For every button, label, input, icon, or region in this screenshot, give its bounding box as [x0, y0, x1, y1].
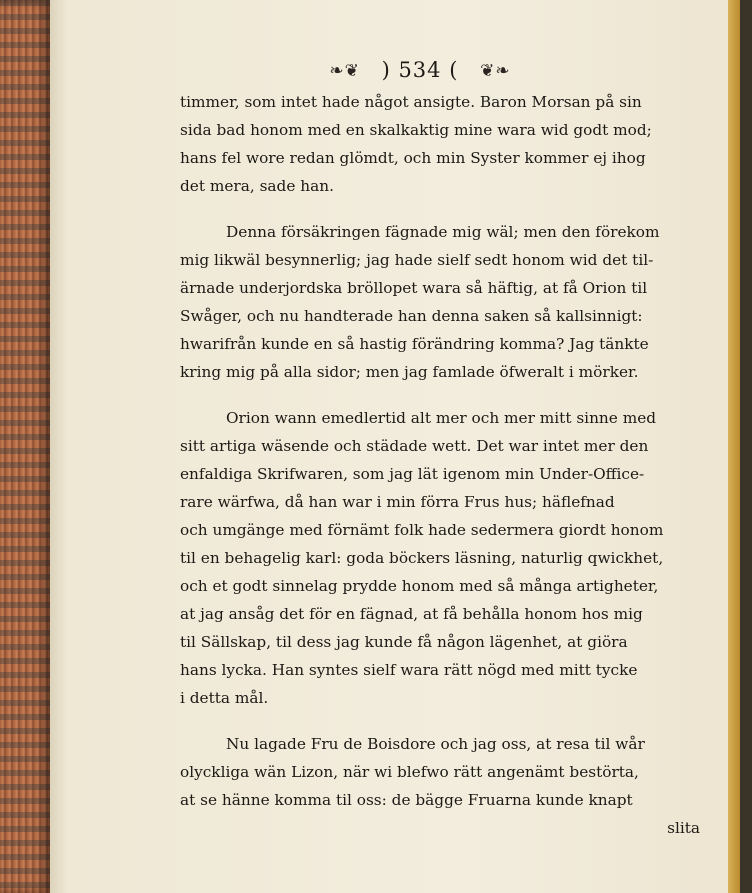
- paragraph-3: [180, 404, 710, 712]
- text-line: och et godt sinnelag prydde honom med så många artigheter,: [180, 577, 659, 595]
- text-line: hans lycka. Han syntes sielf wara rätt nögd med mitt tycke: [180, 661, 638, 679]
- text-line: Orion wann emedlertid alt mer och mer mitt sinne med: [226, 409, 657, 427]
- text-line: hwarifrån kunde en så hastig förändring komma? Jag tänkte: [180, 335, 649, 353]
- text-line: til Sällskap, til dess jag kunde få någon lägenhet, at giöra: [180, 633, 628, 651]
- page-header: [270, 58, 570, 92]
- text-line: sida bad honom med en skalkaktig mine wara wid godt mod;: [180, 121, 652, 139]
- paragraph-gap: [180, 200, 710, 218]
- paragraph-4: [180, 730, 710, 814]
- book-spine-edge: [0, 0, 50, 893]
- paragraph-gap: [180, 386, 710, 404]
- text-line: sitt artiga wäsende och städade wett. Det war intet mer den: [180, 437, 649, 455]
- text-line: Nu lagade Fru de Boisdore och jag oss, at resa til wår: [226, 735, 645, 753]
- text-line: kring mig på alla sidor; men jag famlade öfweralt i mörker.: [180, 363, 639, 381]
- page-gilt-edge: [728, 0, 740, 893]
- text-line: at jag ansåg det för en fägnad, at få behålla honom hos mig: [180, 605, 643, 623]
- paragraph-1: [180, 88, 710, 200]
- page-number: ) 534 (: [381, 58, 459, 82]
- text-line: ärnade underjordska bröllopet wara så häftig, at få Orion til: [180, 279, 648, 297]
- catchword: slita: [667, 819, 700, 837]
- text-line: timmer, som intet hade något ansigte. Baron Morsan på sin: [180, 93, 642, 111]
- paragraph-gap: [180, 712, 710, 730]
- text-line: mig likwäl besynnerlig; jag hade sielf sedt honom wid det til-: [180, 251, 654, 269]
- text-line: hans fel wore redan glömdt, och min Syster kommer ej ihog: [180, 149, 646, 167]
- text-line: rare wärfwa, då han war i min förra Frus hus; häflefnad: [180, 493, 615, 511]
- text-line: och umgänge med förnämt folk hade sedermera giordt honom: [180, 521, 664, 539]
- text-line: i detta mål.: [180, 689, 269, 707]
- text-line: til en behagelig karl: goda böckers läsning, naturlig qwickhet,: [180, 549, 664, 567]
- ornament-right-icon: ❦❧: [480, 61, 511, 81]
- body-text: [180, 88, 710, 842]
- text-line: olyckliga wän Lizon, när wi blefwo rätt angenämt bestörta,: [180, 763, 639, 781]
- text-line: Swåger, och nu handterade han denna saken så kallsinnigt:: [180, 307, 643, 325]
- text-line: at se hänne komma til oss: de bägge Fruarna kunde knapt: [180, 791, 633, 809]
- paragraph-2: [180, 218, 710, 386]
- ornament-left-icon: ❧❦: [329, 61, 360, 81]
- text-line: enfaldiga Skrifwaren, som jag lät igenom min Under-Office-: [180, 465, 645, 483]
- text-line: det mera, sade han.: [180, 177, 334, 195]
- text-line: Denna försäkringen fägnade mig wäl; men den förekom: [226, 223, 660, 241]
